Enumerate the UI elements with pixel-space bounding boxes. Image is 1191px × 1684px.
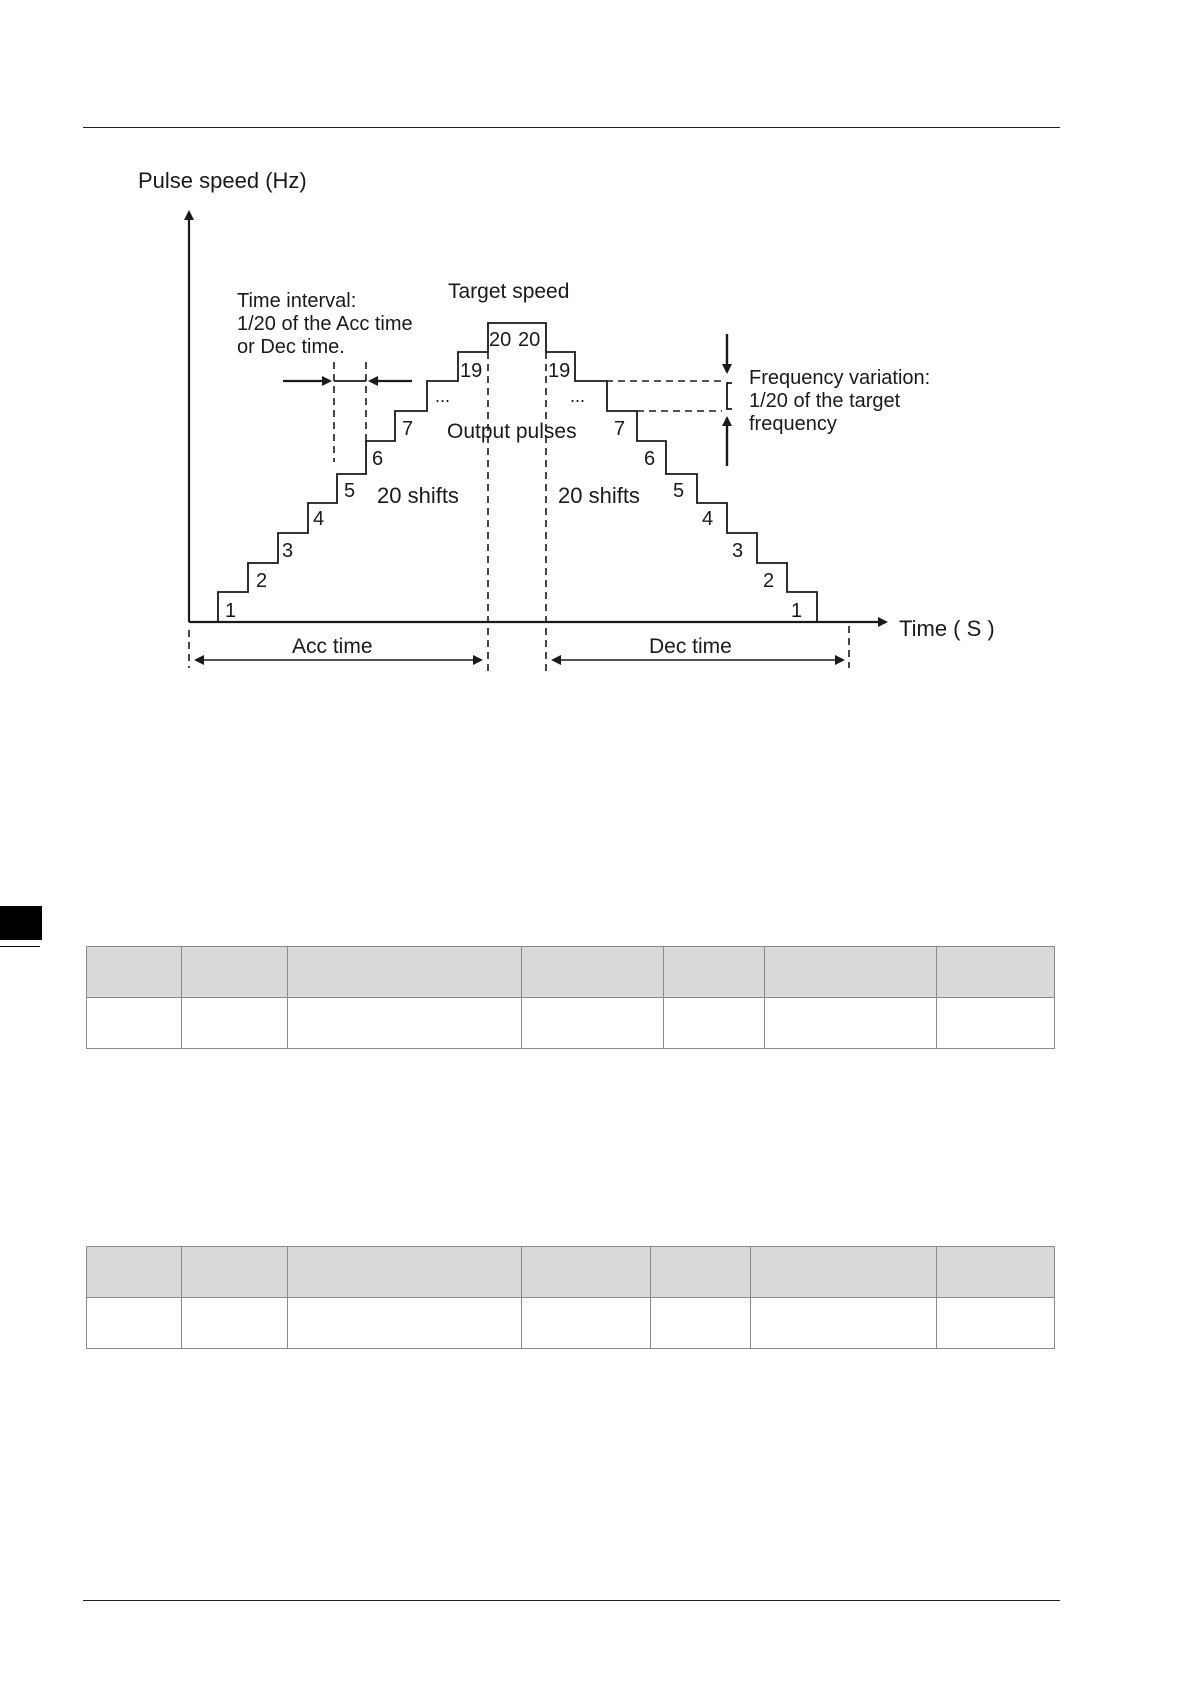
dec-step-label: 6 — [644, 448, 656, 470]
acc-step-label: 2 — [256, 570, 268, 592]
table-header-cell — [937, 1247, 1055, 1298]
frequency-variation-line-1: Frequency variation: — [749, 367, 931, 389]
table-header-cell — [937, 947, 1055, 998]
table-row — [87, 1298, 1055, 1349]
acc-step-label: 7 — [402, 418, 414, 440]
table-cell — [765, 998, 937, 1049]
acc-step-label: 20 — [489, 329, 512, 351]
table-header-cell — [87, 1247, 182, 1298]
dec-step-label: 5 — [673, 480, 685, 502]
acc-step-label: 5 — [344, 480, 356, 502]
dec-ellipsis: ... — [570, 386, 586, 406]
table-header-cell — [87, 947, 182, 998]
table-header-cell — [288, 947, 522, 998]
dec-step-label: 20 — [518, 329, 541, 351]
chapter-tab — [0, 906, 42, 940]
output-pulses-label: Output pulses — [447, 420, 577, 443]
acc-step-label: 6 — [372, 448, 384, 470]
dec-step-label: 2 — [763, 570, 775, 592]
table-header-cell — [751, 1247, 937, 1298]
dec-time-label: Dec time — [649, 635, 732, 658]
acc-step-label: 19 — [460, 360, 483, 382]
table-header-cell — [765, 947, 937, 998]
acc-shifts-label: 20 shifts — [377, 483, 459, 508]
table-header-cell — [182, 947, 288, 998]
table-cell — [87, 998, 182, 1049]
table-cell — [288, 1298, 522, 1349]
time-interval-line-1: Time interval: — [237, 290, 357, 312]
acc-step-label: 4 — [313, 508, 325, 530]
target-speed-label: Target speed — [448, 280, 570, 303]
dec-step-label: 3 — [732, 540, 744, 562]
table-cell — [751, 1298, 937, 1349]
dec-shifts-label: 20 shifts — [558, 483, 640, 508]
parameter-table-1 — [86, 946, 1055, 1049]
table-header-cell — [651, 1247, 751, 1298]
time-interval-line-2: 1/20 of the Acc time — [237, 313, 413, 335]
table-header-cell — [522, 1247, 651, 1298]
table-cell — [182, 998, 288, 1049]
table-header-cell — [664, 947, 765, 998]
acc-step-label: 1 — [225, 600, 237, 622]
acc-time-label: Acc time — [292, 635, 373, 658]
x-axis-label: Time ( S ) — [899, 616, 995, 641]
chapter-tab-underline — [0, 946, 40, 947]
table-cell — [288, 998, 522, 1049]
acceleration-deceleration-diagram — [0, 0, 1191, 700]
table-header-row — [87, 947, 1055, 998]
frequency-variation-line-3: frequency — [749, 413, 837, 435]
table-header-cell — [522, 947, 664, 998]
footer-rule — [83, 1600, 1060, 1601]
parameter-table-2 — [86, 1246, 1055, 1349]
y-axis-label: Pulse speed (Hz) — [138, 168, 307, 193]
table-header-cell — [182, 1247, 288, 1298]
dec-step-label: 1 — [791, 600, 803, 622]
dec-step-label: 4 — [702, 508, 714, 530]
frequency-variation-line-2: 1/20 of the target — [749, 390, 901, 412]
table-cell — [651, 1298, 751, 1349]
table-cell — [664, 998, 765, 1049]
acc-step-label: 3 — [282, 540, 294, 562]
table-header-cell — [288, 1247, 522, 1298]
table-cell — [522, 1298, 651, 1349]
table-header-row — [87, 1247, 1055, 1298]
time-interval-line-3: or Dec time. — [237, 336, 345, 358]
table-cell — [182, 1298, 288, 1349]
dec-step-label: 7 — [614, 418, 626, 440]
table-cell — [937, 998, 1055, 1049]
dec-step-label: 19 — [548, 360, 571, 382]
table-cell — [87, 1298, 182, 1349]
acc-ellipsis: ... — [435, 386, 451, 406]
table-cell — [937, 1298, 1055, 1349]
table-cell — [522, 998, 664, 1049]
frequency-bracket — [727, 383, 732, 409]
table-row — [87, 998, 1055, 1049]
